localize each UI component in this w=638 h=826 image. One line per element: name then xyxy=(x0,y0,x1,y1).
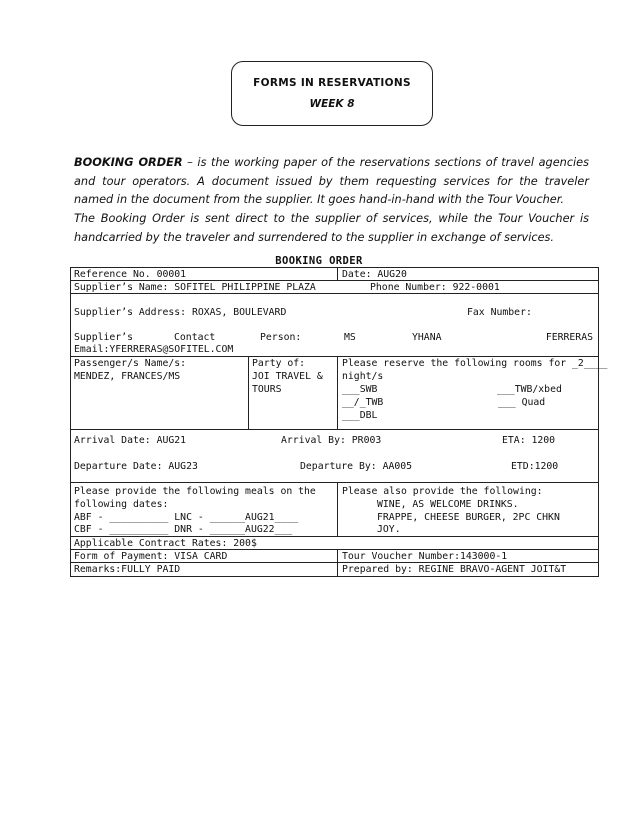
meals-request: Please provide the following meals on the xyxy=(74,486,316,497)
reserve-nights: night/s xyxy=(342,371,384,382)
row-divider xyxy=(71,482,598,483)
tour-voucher-number: Tour Voucher Number:143000-1 xyxy=(342,551,508,562)
column-divider xyxy=(248,356,249,429)
extras-line-1: WINE, AS WELCOME DRINKS. xyxy=(377,499,519,510)
header-box xyxy=(231,61,433,126)
party-name-line-2: TOURS xyxy=(252,384,282,395)
booking-order-definition: – is the working paper of the reservations sections of travel agencies and tour operators. A document issued by them requesting services for the traveler named in the document from the supplier. It goes hand-in-hand with the Tour Voucher. xyxy=(74,156,590,206)
supplier-fax: Fax Number: xyxy=(467,307,532,318)
row-divider xyxy=(71,429,598,430)
meals-dates-label: following dates: xyxy=(74,499,169,510)
contact-first-name: YHANA xyxy=(412,332,442,343)
departure-date: Departure Date: AUG23 xyxy=(74,461,198,472)
intro-paragraph-1 xyxy=(74,154,589,210)
contact-label-2: Contact xyxy=(174,332,216,343)
contact-title: MS xyxy=(344,332,356,343)
extras-label: Please also provide the following: xyxy=(342,486,543,497)
party-name-line-1: JOI TRAVEL & xyxy=(252,371,323,382)
room-twb: __/_TWB xyxy=(342,397,384,408)
column-divider xyxy=(337,549,338,576)
room-quad: ___ Quad xyxy=(498,397,546,408)
payment-form: Form of Payment: VISA CARD xyxy=(74,551,228,562)
departure-etd: ETD:1200 xyxy=(511,461,559,472)
room-twb-xbed: ___TWB/xbed xyxy=(497,384,562,395)
room-dbl: ___DBL xyxy=(342,410,378,421)
column-divider xyxy=(337,482,338,536)
intro-paragraph-2: The Booking Order is sent direct to the supplier of services, while the Tour Voucher is handcarried by the traveler and surrendered to the supplier in exchange of services. xyxy=(74,212,589,244)
column-divider xyxy=(337,356,338,429)
prepared-by: Prepared by: REGINE BRAVO-AGENT JOIT&T xyxy=(342,564,567,575)
header-title: FORMS IN RESERVATIONS xyxy=(253,77,411,89)
room-swb: ___SWB xyxy=(342,384,378,395)
arrival-date: Arrival Date: AUG21 xyxy=(74,435,187,446)
reference-number: Reference No. 00001 xyxy=(74,269,187,280)
extras-line-3: JOY. xyxy=(377,524,401,535)
contact-email: Email:YFERRERAS@SOFITEL.COM xyxy=(74,344,234,355)
extras-line-2: FRAPPE, CHEESE BURGER, 2PC CHKN xyxy=(377,512,560,523)
meals-breakfast-lunch: ABF - __________ LNC - ______AUG21____ xyxy=(74,512,299,523)
remarks: Remarks:FULLY PAID xyxy=(74,564,181,575)
arrival-eta: ETA: 1200 xyxy=(502,435,556,446)
form-title: BOOKING ORDER xyxy=(275,255,363,267)
booking-order-term: BOOKING ORDER xyxy=(74,156,183,169)
column-divider xyxy=(337,268,338,280)
supplier-phone: Phone Number: 922-0001 xyxy=(370,282,500,293)
supplier-name: Supplier’s Name: SOFITEL PHILIPPINE PLAZA xyxy=(74,282,316,293)
contact-last-name: FERRERAS xyxy=(545,332,593,343)
reserve-request: Please reserve the following rooms for _2____ xyxy=(342,358,608,369)
booking-order-form xyxy=(70,267,608,577)
header-week: WEEK 8 xyxy=(309,98,355,110)
contract-rates: Applicable Contract Rates: 200$ xyxy=(74,538,257,549)
meals-breakfast-dinner: CBF - __________ DNR - ______AUG22___ xyxy=(74,524,293,535)
supplier-address: Supplier’s Address: ROXAS, BOULEVARD xyxy=(74,307,287,318)
departure-flight: Departure By: AA005 xyxy=(300,461,413,472)
passenger-name: MENDEZ, FRANCES/MS xyxy=(74,371,181,382)
arrival-flight: Arrival By: PR003 xyxy=(281,435,382,446)
passenger-label: Passenger/s Name/s: xyxy=(74,358,187,369)
order-date: Date: AUG20 xyxy=(342,269,407,280)
contact-label-1: Supplier’s xyxy=(74,332,133,343)
contact-label-3: Person: xyxy=(260,332,302,343)
party-label: Party of: xyxy=(252,358,306,369)
